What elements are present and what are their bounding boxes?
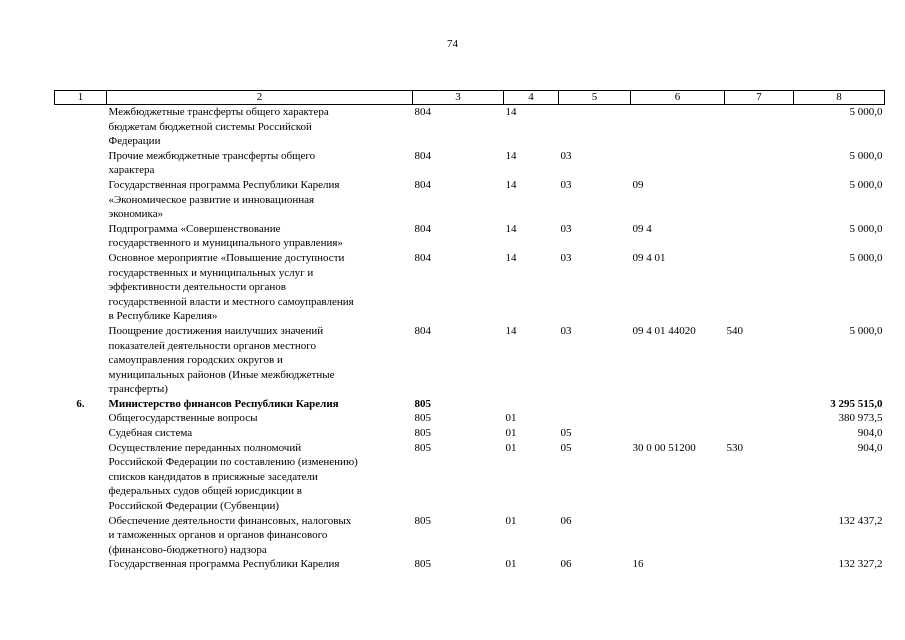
cell-ministry-code: 805 — [414, 412, 431, 425]
row-number: 6. — [76, 397, 85, 410]
row-number — [55, 324, 107, 397]
cell-target-item — [631, 105, 725, 149]
cell-section: 01 — [505, 412, 517, 425]
cell-target-item — [631, 514, 725, 558]
row-number — [55, 426, 107, 441]
cell-target-item: 09 4 01 — [632, 251, 666, 264]
cell-section: 01 — [505, 441, 517, 454]
cell-subsection: 03 — [560, 324, 572, 337]
column-header: 2 — [107, 91, 413, 105]
cell-amount: 5 000,0 — [849, 251, 883, 264]
cell-target-item: 09 4 — [632, 222, 652, 235]
cell-ministry-code: 805 — [414, 514, 431, 527]
cell-expense-type — [725, 251, 794, 324]
table-row — [55, 557, 885, 572]
cell-expense-type — [725, 514, 794, 558]
cell-ministry-code: 804 — [414, 178, 431, 191]
row-name: Подпрограмма «Совершенствование государственного и муниципального управления» — [108, 222, 343, 250]
cell-amount: 3 295 515,0 — [830, 397, 883, 410]
cell-subsection — [559, 105, 631, 149]
row-name: Судебная система — [108, 427, 193, 440]
cell-amount: 5 000,0 — [849, 222, 883, 235]
row-name: Прочие межбюджетные трансферты общего характера — [108, 149, 316, 177]
column-header: 7 — [725, 91, 794, 105]
cell-ministry-code: 804 — [414, 222, 431, 235]
cell-target-item — [631, 397, 725, 412]
cell-ministry-code: 804 — [414, 324, 431, 337]
cell-ministry-code: 805 — [414, 558, 431, 571]
cell-ministry-code: 804 — [414, 106, 431, 118]
cell-ministry-code: 804 — [414, 149, 431, 162]
cell-expense-type — [725, 397, 794, 412]
row-number — [55, 514, 107, 558]
cell-expense-type: 540 — [726, 324, 743, 337]
row-number — [55, 105, 107, 149]
cell-subsection: 03 — [560, 222, 572, 235]
cell-ministry-code: 805 — [414, 441, 431, 454]
table-row — [55, 324, 885, 397]
cell-target-item: 09 4 01 44020 — [632, 324, 696, 337]
cell-amount: 904,0 — [857, 427, 883, 440]
cell-ministry-code: 804 — [414, 251, 431, 264]
row-number — [55, 441, 107, 514]
cell-target-item: 09 — [632, 178, 644, 191]
cell-target-item — [631, 411, 725, 426]
cell-expense-type: 530 — [726, 441, 743, 454]
cell-target-item: 16 — [632, 558, 644, 571]
cell-amount: 5 000,0 — [849, 149, 883, 162]
table-row — [55, 426, 885, 441]
cell-target-item — [631, 426, 725, 441]
cell-section: 01 — [505, 514, 517, 527]
table-row — [55, 178, 885, 222]
cell-subsection: 03 — [560, 251, 572, 264]
row-number — [55, 149, 107, 178]
row-name: Осуществление переданных полномочий Российской Федерации по составлению (изменению) списков кандидатов в присяжные заседатели федеральных судов общей юрисдикции в Российской Федерации (Субвенции) — [108, 441, 358, 513]
table-row — [55, 222, 885, 251]
cell-subsection: 05 — [560, 441, 572, 454]
row-name: Министерство финансов Республики Карелия — [108, 397, 339, 410]
cell-amount: 132 437,2 — [838, 514, 883, 527]
row-name: Государственная программа Республики Карелия «Экономическое развитие и инновационная экономика» — [108, 178, 340, 221]
row-name: Государственная программа Республики Карелия — [108, 558, 340, 571]
column-header: 1 — [55, 91, 107, 105]
column-header: 5 — [559, 91, 631, 105]
cell-section: 14 — [505, 178, 517, 191]
cell-subsection — [559, 411, 631, 426]
cell-expense-type — [725, 411, 794, 426]
row-name: Общегосударственные вопросы — [108, 412, 258, 425]
cell-amount: 5 000,0 — [849, 106, 883, 118]
row-name: Обеспечение деятельности финансовых, налоговых и таможенных органов и органов финансового (финансово-бюджетного) надзора — [108, 514, 352, 556]
cell-subsection: 06 — [560, 514, 572, 527]
cell-section: 14 — [505, 222, 517, 235]
table-row — [55, 105, 885, 149]
row-number — [55, 557, 107, 572]
cell-subsection: 03 — [560, 149, 572, 162]
cell-expense-type — [725, 222, 794, 251]
table-row — [55, 514, 885, 558]
cell-section: 01 — [505, 427, 517, 440]
cell-section: 01 — [505, 558, 517, 571]
cell-expense-type — [725, 178, 794, 222]
cell-target-item — [631, 149, 725, 178]
cell-expense-type — [725, 149, 794, 178]
table-row — [55, 441, 885, 514]
cell-section: 14 — [505, 149, 517, 162]
cell-amount: 380 973,5 — [838, 412, 883, 425]
cell-amount: 5 000,0 — [849, 324, 883, 337]
table-row — [55, 397, 885, 412]
column-header: 4 — [504, 91, 559, 105]
cell-section: 14 — [505, 106, 517, 118]
budget-table — [54, 90, 885, 572]
cell-section — [504, 397, 559, 412]
cell-target-item: 30 0 00 51200 — [632, 441, 696, 454]
column-header: 3 — [413, 91, 504, 105]
cell-amount: 5 000,0 — [849, 178, 883, 191]
row-name: Поощрение достижения наилучших значений показателей деятельности органов местного самоуправления городских округов и муниципальных районов (Иные межбюджетные трансферты) — [108, 324, 335, 396]
page-number: 74 — [447, 38, 458, 50]
cell-subsection: 03 — [560, 178, 572, 191]
column-header: 8 — [794, 91, 885, 105]
table-row — [55, 149, 885, 178]
cell-subsection: 05 — [560, 427, 572, 440]
column-header: 6 — [631, 91, 725, 105]
cell-expense-type — [725, 105, 794, 149]
cell-section: 14 — [505, 324, 517, 337]
row-number — [55, 222, 107, 251]
table-row — [55, 251, 885, 324]
row-number — [55, 411, 107, 426]
table-row — [55, 411, 885, 426]
cell-expense-type — [725, 557, 794, 572]
cell-amount: 904,0 — [857, 441, 883, 454]
header-row — [55, 91, 885, 105]
cell-amount: 132 327,2 — [838, 558, 883, 571]
cell-subsection: 06 — [560, 558, 572, 571]
cell-subsection — [559, 397, 631, 412]
cell-ministry-code: 805 — [414, 397, 431, 410]
cell-section: 14 — [505, 251, 517, 264]
cell-expense-type — [725, 426, 794, 441]
row-number — [55, 251, 107, 324]
row-name: Межбюджетные трансферты общего характера бюджетам бюджетной системы Российской Федерации — [108, 106, 329, 148]
row-name: Основное мероприятие «Повышение доступности государственных и муниципальных услуг и эффективности деятельности органов государственной власти и местного самоуправления в Республике Карелия» — [108, 251, 354, 323]
cell-ministry-code: 805 — [414, 427, 431, 440]
row-number — [55, 178, 107, 222]
